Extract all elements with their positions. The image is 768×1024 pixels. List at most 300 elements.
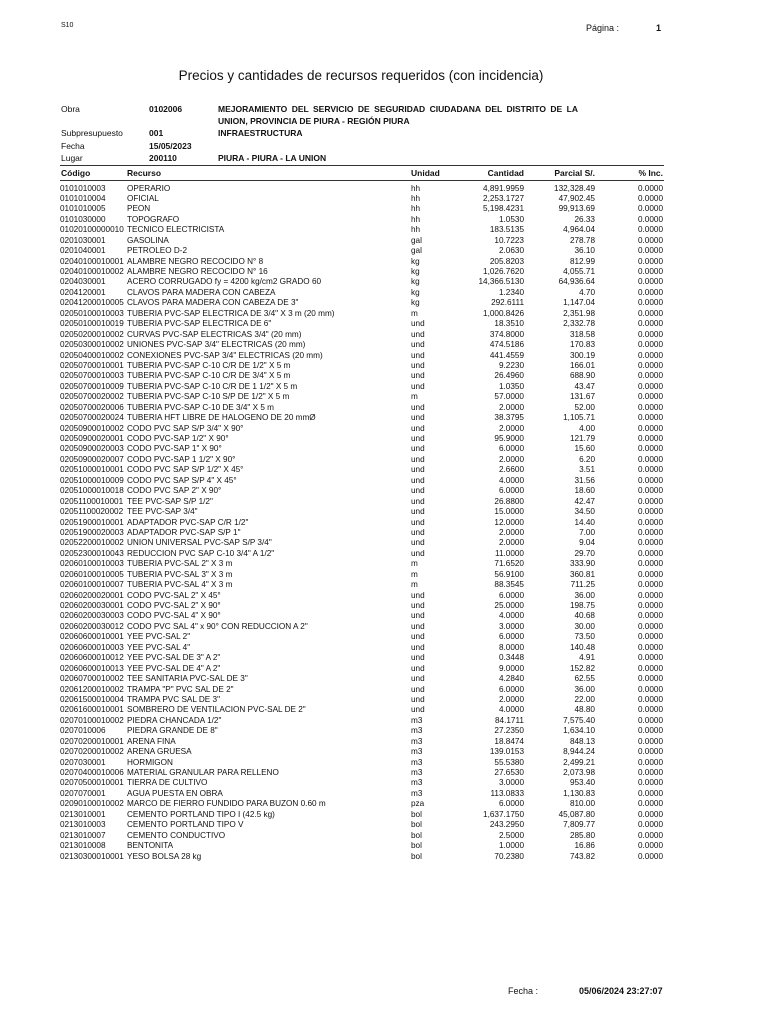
row-code: 02041200010005	[60, 298, 124, 308]
row-resource: UNION UNIVERSAL PVC-SAP S/P 3/4"	[127, 538, 272, 548]
row-resource: CODO PVC-SAP 1" X 90°	[127, 444, 222, 454]
row-partial: 6.20	[579, 454, 595, 464]
table-row	[0, 768, 768, 778]
fecha-label: Fecha	[61, 141, 85, 151]
row-resource: REDUCCION PVC SAP C-10 3/4" A 1/2"	[127, 548, 275, 558]
row-quantity: 292.6111	[491, 298, 524, 308]
row-partial: 31.56	[574, 475, 595, 485]
row-quantity: 10.7223	[494, 235, 524, 245]
row-partial: 99,913.69	[558, 204, 595, 214]
row-partial: 40.68	[574, 611, 595, 621]
row-resource: MARCO DE FIERRO FUNDIDO PARA BUZON 0.60 m	[127, 799, 326, 809]
row-unit: und	[411, 684, 425, 694]
row-partial: 688.90	[569, 371, 595, 381]
row-partial: 1,147.04	[563, 298, 595, 308]
row-unit: hh	[411, 193, 421, 203]
row-code: 02050700020002	[60, 392, 124, 402]
row-resource: YEE PVC-SAL 2"	[127, 632, 191, 642]
row-code: 02050900020003	[60, 444, 124, 454]
row-unit: und	[411, 486, 425, 496]
row-quantity: 5,198.4231	[483, 204, 524, 214]
row-quantity: 2.0000	[498, 402, 524, 412]
row-unit: und	[411, 434, 425, 443]
row-quantity: 2,253.1727	[483, 193, 524, 203]
row-code: 02060200030003	[60, 611, 124, 621]
row-unit: und	[411, 454, 425, 464]
row-incidence: 0.0000	[637, 684, 663, 694]
row-quantity: 4,891.9959	[483, 183, 524, 193]
report-system-code: S10	[61, 22, 74, 29]
row-partial: 1,634.10	[563, 726, 595, 736]
footer-fecha-value: 05/06/2024 23:27:07	[579, 986, 663, 996]
table-row	[0, 695, 768, 705]
row-incidence: 0.0000	[637, 559, 663, 569]
obra-code: 0102006	[149, 104, 183, 114]
row-resource: TIERRA DE CULTIVO	[127, 778, 208, 788]
row-unit: kg	[411, 267, 420, 276]
row-partial: 7,575.40	[563, 715, 595, 725]
table-row	[0, 236, 768, 246]
table-row	[0, 184, 768, 194]
row-partial: 48.80	[574, 705, 595, 715]
row-partial: 26.33	[574, 214, 595, 224]
table-row	[0, 340, 768, 350]
row-quantity: 27.2350	[494, 726, 524, 736]
row-partial: 47,902.45	[558, 193, 595, 203]
row-quantity: 6.0000	[498, 799, 524, 809]
header-bottom-rule	[60, 180, 664, 181]
row-code: 0101010004	[60, 193, 106, 203]
row-code: 0201040001	[60, 246, 106, 256]
row-incidence: 0.0000	[637, 319, 663, 329]
row-unit: hh	[411, 183, 421, 193]
row-quantity: 6.0000	[498, 486, 524, 496]
row-code: 02051100020002	[60, 507, 124, 517]
row-code: 02050700020006	[60, 402, 124, 412]
row-unit: bol	[411, 851, 422, 861]
row-resource: HORMIGON	[127, 757, 173, 767]
row-incidence: 0.0000	[637, 381, 663, 391]
header-top-rule	[60, 165, 664, 166]
row-unit: m3	[411, 726, 423, 736]
row-unit: und	[411, 402, 425, 412]
row-unit: m3	[411, 736, 423, 746]
table-row	[0, 622, 768, 632]
row-code: 02070200010001	[60, 736, 124, 746]
row-quantity: 113.0833	[490, 788, 524, 798]
row-incidence: 0.0000	[637, 340, 663, 350]
row-incidence: 0.0000	[637, 621, 663, 631]
table-row	[0, 538, 768, 548]
table-row	[0, 361, 768, 371]
row-code: 02050400010002	[60, 350, 124, 360]
row-unit: und	[411, 621, 425, 631]
row-unit: bol	[411, 841, 422, 851]
table-row	[0, 726, 768, 736]
row-incidence: 0.0000	[637, 371, 663, 381]
row-unit: und	[411, 538, 425, 548]
table-row	[0, 330, 768, 340]
table-row	[0, 580, 768, 590]
row-resource: MATERIAL GRANULAR PARA RELLENO	[127, 768, 279, 777]
row-resource: ALAMBRE NEGRO RECOCIDO N° 16	[127, 267, 268, 276]
row-partial: 36.00	[574, 590, 595, 600]
row-quantity: 0.3448	[498, 653, 524, 663]
table-row	[0, 267, 768, 277]
row-quantity: 18.3510	[494, 319, 524, 329]
row-code: 0204120001	[60, 287, 106, 297]
row-quantity: 2.0000	[498, 423, 524, 433]
row-resource: PEON	[127, 204, 151, 214]
row-partial: 360.81	[569, 569, 595, 579]
row-code: 02050900020001	[60, 434, 124, 443]
row-quantity: 2.0000	[498, 694, 524, 704]
row-unit: und	[411, 496, 425, 506]
row-incidence: 0.0000	[637, 360, 663, 370]
row-partial: 4,964.04	[563, 225, 595, 235]
row-resource: TUBERIA PVC-SAP C-10 S/P DE 1/2" X 5 m	[127, 392, 290, 402]
table-row	[0, 799, 768, 809]
row-code: 01020100000010	[60, 225, 124, 235]
table-row	[0, 601, 768, 611]
row-partial: 132,328.49	[554, 183, 595, 193]
row-incidence: 0.0000	[637, 590, 663, 600]
row-incidence: 0.0000	[637, 569, 663, 579]
table-row	[0, 591, 768, 601]
row-unit: bol	[411, 830, 422, 840]
row-quantity: 139.0153	[489, 747, 524, 757]
row-quantity: 1.0350	[498, 381, 524, 391]
row-code: 02040100010001	[60, 256, 124, 266]
row-incidence: 0.0000	[637, 799, 663, 809]
row-quantity: 1,026.7620	[483, 267, 524, 276]
row-resource: YEE PVC-SAL DE 3" A 2"	[127, 653, 221, 663]
row-unit: m3	[411, 788, 423, 798]
row-incidence: 0.0000	[637, 423, 663, 433]
row-unit: und	[411, 413, 425, 423]
row-unit: und	[411, 548, 425, 558]
row-incidence: 0.0000	[637, 841, 663, 851]
row-quantity: 374.8000	[489, 329, 524, 339]
row-incidence: 0.0000	[637, 402, 663, 412]
row-unit: und	[411, 340, 425, 350]
row-incidence: 0.0000	[637, 193, 663, 203]
row-incidence: 0.0000	[637, 183, 663, 193]
row-incidence: 0.0000	[637, 663, 663, 673]
row-resource: TUBERIA PVC-SAP C-10 C/R DE 1 1/2" X 5 m	[127, 381, 298, 391]
row-resource: CODO PVC-SAL 4" X 90°	[127, 611, 221, 621]
row-resource: YEE PVC-SAL DE 4" A 2"	[127, 663, 221, 673]
row-code: 0213010003	[60, 820, 106, 830]
row-unit: und	[411, 705, 425, 715]
table-row	[0, 664, 768, 674]
row-partial: 22.00	[574, 694, 595, 704]
col-recurso: Recurso	[127, 168, 162, 178]
row-incidence: 0.0000	[637, 548, 663, 558]
row-incidence: 0.0000	[637, 298, 663, 308]
row-unit: und	[411, 507, 425, 517]
row-code: 0201030001	[60, 235, 106, 245]
row-partial: 170.83	[569, 340, 595, 350]
row-code: 02060200030012	[60, 621, 124, 631]
row-incidence: 0.0000	[637, 454, 663, 464]
row-partial: 30.00	[574, 621, 595, 631]
row-partial: 121.79	[569, 434, 595, 443]
table-row	[0, 382, 768, 392]
row-incidence: 0.0000	[637, 830, 663, 840]
row-quantity: 26.8800	[494, 496, 524, 506]
row-unit: und	[411, 475, 425, 485]
row-partial: 9.04	[579, 538, 595, 548]
row-partial: 848.13	[569, 736, 595, 746]
row-partial: 711.25	[570, 580, 595, 590]
row-unit: pza	[411, 799, 425, 809]
row-partial: 318.58	[569, 329, 595, 339]
row-code: 0101010003	[60, 183, 106, 193]
row-resource: CODO PVC SAL 4" x 90° CON REDUCCION A 2"	[127, 621, 308, 631]
row-quantity: 56.9100	[494, 569, 524, 579]
table-row	[0, 528, 768, 538]
row-code: 02050700020024	[60, 413, 124, 423]
row-partial: 4.70	[579, 287, 595, 297]
row-quantity: 474.5186	[489, 340, 524, 350]
row-unit: kg	[411, 277, 420, 287]
table-row	[0, 643, 768, 653]
row-quantity: 95.9000	[494, 434, 524, 443]
row-partial: 333.90	[569, 559, 595, 569]
table-row	[0, 351, 768, 361]
row-partial: 62.55	[574, 674, 595, 684]
row-code: 0213010001	[60, 809, 106, 819]
row-quantity: 6.0000	[498, 632, 524, 642]
row-code: 0101010005	[60, 204, 106, 214]
subpresupuesto-code: 001	[149, 128, 164, 138]
table-row	[0, 309, 768, 319]
row-partial: 131.67	[569, 392, 595, 402]
row-incidence: 0.0000	[637, 736, 663, 746]
row-resource: CODO PVC SAP 2" X 90°	[127, 486, 222, 496]
table-row	[0, 705, 768, 715]
row-code: 02050900010002	[60, 423, 124, 433]
table-row	[0, 758, 768, 768]
row-quantity: 4.0000	[498, 705, 524, 715]
row-resource: ADAPTADOR PVC-SAP S/P 1"	[127, 527, 241, 537]
row-unit: m	[411, 308, 418, 318]
row-partial: 2,499.21	[563, 757, 595, 767]
row-code: 02050200010002	[60, 329, 124, 339]
row-code: 02060600010003	[60, 642, 124, 652]
row-incidence: 0.0000	[637, 809, 663, 819]
row-quantity: 1.2340	[498, 287, 524, 297]
row-quantity: 71.6520	[494, 559, 524, 569]
row-quantity: 11.0000	[495, 548, 524, 558]
row-incidence: 0.0000	[637, 632, 663, 642]
row-quantity: 88.3545	[494, 580, 524, 590]
lugar-code: 200110	[149, 153, 177, 163]
row-quantity: 55.5380	[494, 757, 524, 767]
page-label: Página :	[586, 23, 620, 33]
row-quantity: 2.5000	[498, 830, 524, 840]
row-unit: hh	[411, 204, 421, 214]
row-incidence: 0.0000	[637, 267, 663, 276]
row-unit: bol	[411, 809, 422, 819]
obra-description: MEJORAMIENTO DEL SERVICIO DE SEGURIDAD CIUDADANA DEL DISTRITO DE LA UNION, PROVINCIA DE PIURA - REGIÓN PIURA	[218, 104, 578, 126]
row-resource: TRAMPA PVC SAL DE 3"	[127, 694, 220, 704]
row-quantity: 1.0530	[498, 214, 524, 224]
row-resource: BENTONITA	[127, 841, 174, 851]
table-row	[0, 204, 768, 214]
row-quantity: 6.0000	[498, 444, 524, 454]
row-code: 0213010008	[60, 841, 106, 851]
row-partial: 140.48	[569, 642, 595, 652]
row-unit: m3	[411, 768, 423, 777]
row-quantity: 2.0000	[498, 527, 524, 537]
row-incidence: 0.0000	[637, 413, 663, 423]
row-code: 0101030000	[60, 214, 106, 224]
row-incidence: 0.0000	[637, 434, 663, 443]
row-quantity: 12.0000	[494, 517, 524, 527]
row-partial: 812.99	[569, 256, 595, 266]
row-quantity: 25.0000	[494, 601, 524, 610]
table-row	[0, 434, 768, 444]
row-code: 02050700010009	[60, 381, 124, 391]
row-unit: und	[411, 653, 425, 663]
row-quantity: 9.0000	[498, 663, 524, 673]
row-code: 02050900020007	[60, 454, 124, 464]
row-resource: PIEDRA CHANCADA 1/2"	[127, 715, 222, 725]
table-row	[0, 685, 768, 695]
row-code: 02070500010001	[60, 778, 124, 788]
row-partial: 34.50	[574, 507, 595, 517]
row-unit: kg	[411, 287, 420, 297]
table-row	[0, 778, 768, 788]
col-cantidad: Cantidad	[487, 168, 524, 178]
row-resource: TUBERIA PVC-SAP C-10 C/R DE 1/2" X 5 m	[127, 360, 291, 370]
row-partial: 4.91	[579, 653, 595, 663]
row-resource: CEMENTO PORTLAND TIPO I (42.5 kg)	[127, 809, 275, 819]
subpresupuesto-label: Subpresupuesto	[61, 128, 123, 138]
row-resource: UNIONES PVC-SAP 3/4" ELECTRICAS (20 mm)	[127, 340, 306, 350]
row-code: 02060100010003	[60, 559, 124, 569]
row-code: 02061500010004	[60, 694, 124, 704]
row-code: 02060600010001	[60, 632, 124, 642]
row-resource: ARENA GRUESA	[127, 747, 192, 757]
row-unit: und	[411, 517, 425, 527]
row-partial: 7.00	[579, 527, 595, 537]
table-row	[0, 737, 768, 747]
row-quantity: 2.6600	[498, 465, 524, 475]
row-resource: TUBERIA PVC-SAP ELECTRICA DE 6"	[127, 319, 272, 329]
row-partial: 3.51	[579, 465, 595, 475]
row-incidence: 0.0000	[637, 694, 663, 704]
col-codigo: Código	[61, 168, 91, 178]
row-incidence: 0.0000	[637, 235, 663, 245]
row-code: 02050100010019	[60, 319, 124, 329]
table-row	[0, 465, 768, 475]
row-incidence: 0.0000	[637, 392, 663, 402]
row-partial: 166.01	[569, 360, 595, 370]
row-unit: und	[411, 590, 425, 600]
row-code: 02051100010001	[60, 496, 124, 506]
row-code: 02050100010003	[60, 308, 124, 318]
table-row	[0, 716, 768, 726]
row-unit: und	[411, 642, 425, 652]
row-unit: und	[411, 444, 425, 454]
table-row	[0, 810, 768, 820]
row-unit: m	[411, 580, 418, 590]
row-partial: 43.47	[574, 381, 595, 391]
row-partial: 152.82	[569, 663, 595, 673]
row-code: 0207010006	[60, 726, 106, 736]
row-unit: m	[411, 569, 418, 579]
row-code: 02060200030001	[60, 601, 124, 610]
row-code: 02060100010007	[60, 580, 124, 590]
row-unit: und	[411, 423, 425, 433]
table-row	[0, 298, 768, 308]
row-incidence: 0.0000	[637, 580, 663, 590]
table-row	[0, 371, 768, 381]
row-resource: TEE SANITARIA PVC-SAL DE 3"	[127, 674, 248, 684]
row-quantity: 4.0000	[498, 611, 524, 621]
table-row	[0, 277, 768, 287]
row-partial: 2,351.98	[563, 308, 595, 318]
row-partial: 42.47	[574, 496, 595, 506]
row-quantity: 84.1711	[495, 715, 524, 725]
table-row	[0, 852, 768, 862]
row-code: 02070200010002	[60, 747, 124, 757]
row-partial: 36.10	[574, 246, 595, 256]
row-resource: GASOLINA	[127, 235, 169, 245]
row-quantity: 205.8203	[489, 256, 524, 266]
row-incidence: 0.0000	[637, 444, 663, 454]
row-resource: TUBERIA PVC-SAL 3" X 3 m	[127, 569, 233, 579]
row-partial: 285.80	[569, 830, 595, 840]
row-partial: 1,130.83	[563, 788, 595, 798]
footer-fecha-label: Fecha :	[508, 986, 539, 996]
table-row	[0, 455, 768, 465]
row-incidence: 0.0000	[637, 601, 663, 610]
row-partial: 198.75	[569, 601, 595, 610]
table-row	[0, 789, 768, 799]
table-row	[0, 444, 768, 454]
row-resource: OPERARIO	[127, 183, 171, 193]
row-incidence: 0.0000	[637, 674, 663, 684]
row-resource: AGUA PUESTA EN OBRA	[127, 788, 223, 798]
row-resource: CODO PVC SAP S/P 1/2" X 45°	[127, 465, 244, 475]
lugar-label: Lugar	[61, 153, 83, 163]
row-resource: SOMBRERO DE VENTILACION PVC-SAL DE 2"	[127, 705, 306, 715]
row-resource: CODO PVC SAP S/P 3/4" X 90°	[127, 423, 244, 433]
row-unit: und	[411, 632, 425, 642]
col-inc: % Inc.	[638, 168, 663, 178]
fecha-value: 15/05/2023	[149, 141, 192, 151]
row-quantity: 3.0000	[498, 778, 524, 788]
row-partial: 52.00	[574, 402, 595, 412]
table-row	[0, 518, 768, 528]
page-number: 1	[656, 23, 662, 33]
row-unit: hh	[411, 225, 421, 235]
row-partial: 2,073.98	[563, 768, 595, 777]
row-incidence: 0.0000	[637, 465, 663, 475]
row-quantity: 6.0000	[498, 684, 524, 694]
row-unit: und	[411, 371, 425, 381]
row-code: 02051000010018	[60, 486, 124, 496]
row-incidence: 0.0000	[637, 214, 663, 224]
table-row	[0, 507, 768, 517]
row-resource: ALAMBRE NEGRO RECOCIDO N° 8	[127, 256, 264, 266]
row-partial: 15.60	[574, 444, 595, 454]
row-partial: 810.00	[569, 799, 595, 809]
